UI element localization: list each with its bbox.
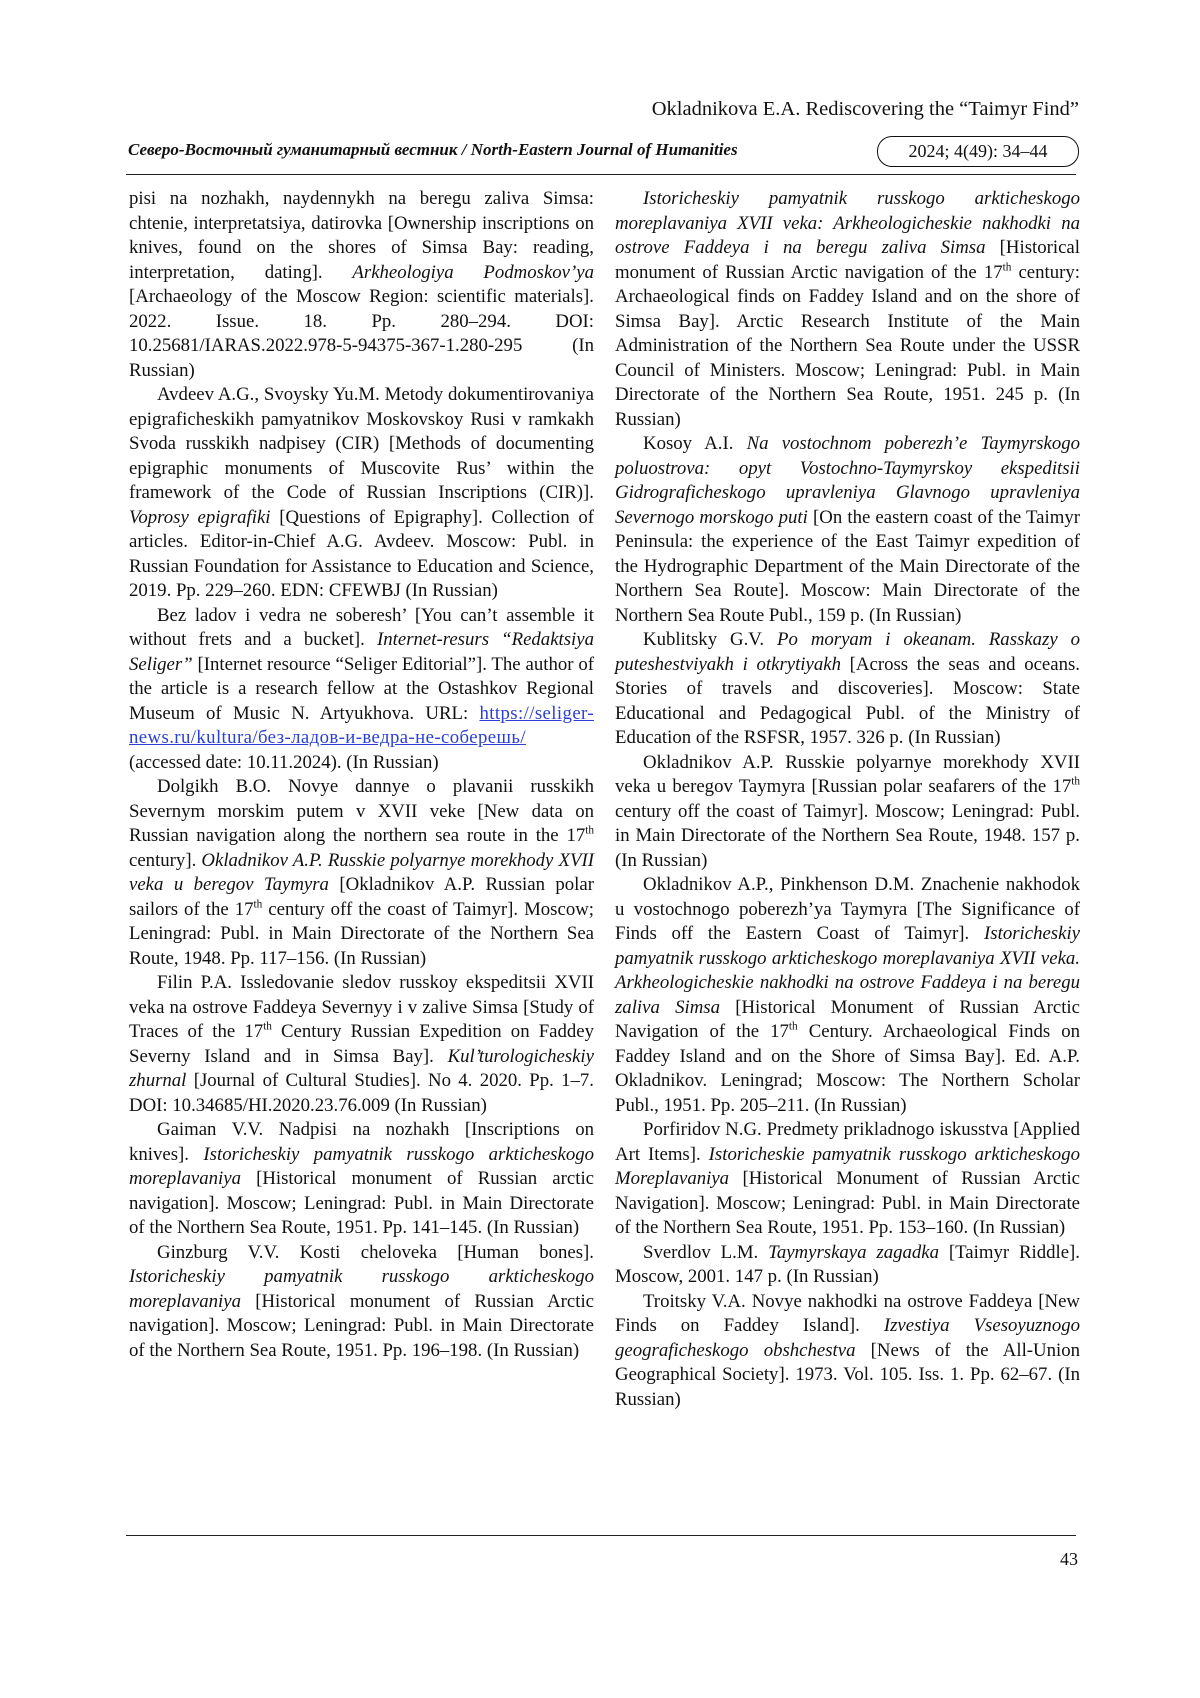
reference-entry: Avdeev A.G., Svoysky Yu.M. Metody dokumentirovaniya epigraficheskikh pamyatnikov Moskovskoy Rusi v ramkakh Svoda russkikh nadpisey (CIR) [Methods of documenting epigraphic monuments of Muscovite Rus’ within the framework of the Code of Russian Inscriptions (CIR)]. Voprosy epigrafiki [Questions of Epigraphy]. Collection of articles. Editor-in-Chief A.G. Avdeev. Moscow: Publ. in Russian Foundation for Assistance to Education and Science, 2019. Pp. 229–260. EDN: CFEWBJ (In Russian) [129, 384, 594, 601]
reference-entry: Kosoy A.I. Na vostochnom poberezh’e Taymyrskogo poluostrova: opyt Vostochno-Taymyrskoy ekspeditsii Gidrograficheskogo upravleniya Glavnogo upravleniya Severnogo morskogo puti [On the eastern coast of the Taimyr Peninsula: the experience of the East Taimyr expedition of the Hydrographic Department of the Main Directorate of the Northern Sea Route]. Moscow: Main Directorate of the Northern Sea Route Publ., 159 p. (In Russian) [615, 433, 1081, 626]
reference-entry: Porfiridov N.G. Predmety prikladnogo iskusstva [Applied Art Items]. Istoricheskie pamyatnik russkogo arkticheskogo Moreplavaniya [Historical Monument of Russian Arctic Navigation]. Moscow; Leningrad: Publ. in Main Directorate of the Northern Sea Route, 1951. Pp. 153–160. (In Russian) [615, 1119, 1080, 1238]
footer-rule [126, 1535, 1076, 1536]
reference-entry: Gaiman V.V. Nadpisi na nozhakh [Inscriptions on knives]. Istoricheskiy pamyatnik russkogo arkticheskogo moreplavaniya [Historical monument of Russian arctic navigation]. Moscow; Leningrad: Publ. in Main Directorate of the Northern Sea Route, 1951. Pp. 141–145. (In Russian) [129, 1119, 594, 1238]
references-left-column [129, 187, 594, 1363]
reference-entry: pisi na nozhakh, naydennykh na beregu zaliva Simsa: chtenie, interpretatsiya, datirovka [Ownership inscriptions on knives, found on the shores of Simsa Bay: reading, interpretation, dating]. Arkheologiya Podmoskov’ya [Archaeology of the Moscow Region: scientific materials]. 2022. Issue. 18. Pp. 280–294. DOI: 10.25681/IARAS.2022.978-5-94375-367-1.280-295 (In Russian) [129, 188, 594, 381]
running-title: Okladnikova E.A. Rediscovering the “Taimyr Find” [651, 98, 1079, 120]
page-number: 43 [1060, 1549, 1078, 1569]
reference-entry: Okladnikov A.P., Pinkhenson D.M. Znachenie nakhodok u vostochnogo poberezh’ya Taymyra [The Significance of Finds off the Eastern Coast of Taimyr]. Istoricheskiy pamyatnik russkogo arkticheskogo moreplavaniya XVII veka. Arkheologicheskie nakhodki na ostrove Faddeya i na beregu zaliva Simsa [Historical Monument of Russian Arctic Navigation of the 17th Century. Archaeological Finds on Faddey Island and on the Shore of Simsa Bay]. Ed. A.P. Okladnikov. Leningrad; Moscow: The Northern Scholar Publ., 1951. Pp. 205–211. (In Russian) [615, 874, 1080, 1116]
reference-entry: Dolgikh B.O. Novye dannye o plavanii russkikh Severnym morskim putem v XVII veke [New data on Russian navigation along the northern sea route in the 17th century]. Okladnikov A.P. Russkie polyarnye morekhody XVII veka u beregov Taymyra [Okladnikov A.P. Russian polar sailors of the 17th century off the coast of Taimyr]. Moscow; Leningrad: Publ. in Main Directorate of the Northern Sea Route, 1948. Pp. 117–156. (In Russian) [129, 776, 594, 969]
reference-entry: Bez ladov i vedra ne soberesh’ [You can’t assemble it without frets and a bucket]. Internet-resurs “Redaktsiya Seliger” [Internet resource “Seliger Editorial”]. The author of the article is a research fellow at the Ostashkov Regional Museum of Music N. Artyukhova. URL: https://seliger-news.ru/kultura/без-ладов-и-ведра-не-соберешь/ (accessed date: 10.11.2024). (In Russian) [129, 604, 595, 773]
reference-entry: Okladnikov A.P. Russkie polyarnye morekhody XVII veka u beregov Taymyra [Russian polar seafarers of the 17th century off the coast of Taimyr]. Moscow; Leningrad: Publ. in Main Directorate of the Northern Sea Route, 1948. 157 p. (In Russian) [615, 751, 1080, 871]
reference-entry: Filin P.A. Issledovanie sledov russkoy ekspeditsii XVII veka na ostrove Faddeya Severnyy i v zalive Simsa [Study of Traces of the 17th Century Russian Expedition on Faddey Severny Island and in Simsa Bay]. Kul’turologicheskiy zhurnal [Journal of Cultural Studies]. No 4. 2020. Pp. 1–7. DOI: 10.34685/HI.2020.23.76.009 (In Russian) [129, 972, 595, 1116]
header-rule [126, 174, 1076, 175]
reference-url-link[interactable]: https://seliger-news.ru/kultura/без-ладов-и-ведра-не-соберешь/ [129, 702, 594, 748]
issue-badge: 2024; 4(49): 34–44 [877, 136, 1079, 167]
reference-entry: Sverdlov L.M. Taymyrskaya zagadka [Taimyr Riddle]. Moscow, 2001. 147 p. (In Russian) [615, 1241, 1080, 1287]
references-right-column [615, 187, 1080, 1412]
reference-entry: Troitsky V.A. Novye nakhodki na ostrove Faddeya [New Finds on Faddey Island]. Izvestiya Vsesoyuznogo geograficheskogo obshchestva [News of the All-Union Geographical Society]. 1973. Vol. 105. Iss. 1. Pp. 62–67. (In Russian) [615, 1290, 1080, 1410]
reference-entry: Kublitsky G.V. Po moryam i okeanam. Rasskazy o puteshestviyakh i otkrytiyakh [Across the seas and oceans. Stories of travels and discoveries]. Moscow: State Educational and Pedagogical Publ. of the Ministry of Education of the RSFSR, 1957. 326 p. (In Russian) [615, 629, 1080, 748]
reference-entry: Ginzburg V.V. Kosti cheloveka [Human bones]. Istoricheskiy pamyatnik russkogo arkticheskogo moreplavaniya [Historical monument of Russian Arctic navigation]. Moscow; Leningrad: Publ. in Main Directorate of the Northern Sea Route, 1951. Pp. 196–198. (In Russian) [129, 1241, 594, 1361]
reference-entry: Istoricheskiy pamyatnik russkogo arkticheskogo moreplavaniya XVII veka: Arkheologicheskie nakhodki na ostrove Faddeya i na beregu zaliva Simsa [Historical monument of Russian Arctic navigation of the 17th century: Archaeological finds on Faddey Island and on the shore of Simsa Bay]. Arctic Research Institute of the Main Administration of the Northern Sea Route under the USSR Council of Ministers. Moscow; Leningrad: Publ. in Main Directorate of the Northern Sea Route, 1951. 245 p. (In Russian) [615, 188, 1080, 430]
journal-title: Северо-Восточный гуманитарный вестник / North-Eastern Journal of Humanities [128, 140, 738, 159]
